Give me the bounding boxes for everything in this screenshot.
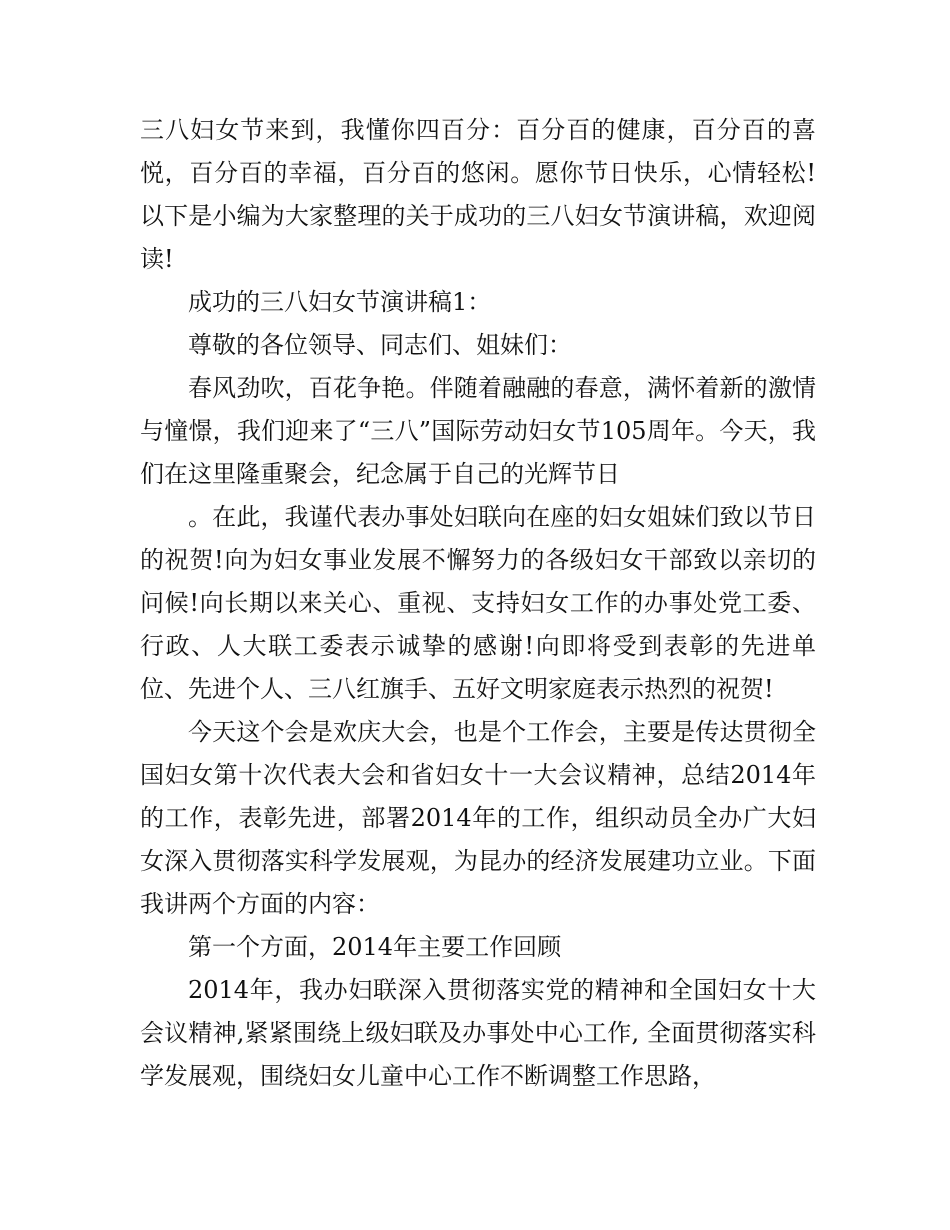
paragraph-section-heading: 第一个方面，2014年主要工作回顾 [188,933,562,961]
paragraph-salutation: 尊敬的各位领导、同志们、姐妹们： [188,331,572,359]
document-body [140,109,816,1098]
paragraph-speech-title: 成功的三八妇女节演讲稿1： [188,288,492,316]
paragraph-intro: 三八妇女节来到，我懂你四百分：百分百的健康，百分百的喜悦，百分百的幸福，百分百的悠闲。愿你节日快乐，心情轻松!以下是小编为大家整理的关于成功的三八妇女节演讲稿，欢迎阅读! [140,116,816,273]
paragraph-greetings: 。在此，我谨代表办事处妇联向在座的妇女姐妹们致以节日的祝贺!向为妇女事业发展不懈努力的各级妇女干部致以亲切的问候!向长期以来关心、重视、支持妇女工作的办事处党工委、行政、人大联工委表示诚挚的感谢!向即将受到表彰的先进单位、先进个人、三八红旗手、五好文明家庭表示热烈的祝贺! [140,503,816,703]
paragraph-work-review: 2014年，我办妇联深入贯彻落实党的精神和全国妇女十大会议精神,紧紧围绕上级妇联及办事处中心工作, 全面贯彻落实科学发展观，围绕妇女儿童中心工作不断调整工作思路， [140,976,816,1090]
paragraph-opening: 春风劲吹，百花争艳。伴随着融融的春意，满怀着新的激情与憧憬，我们迎来了“三八”国际劳动妇女节105周年。今天，我们在这里隆重聚会，纪念属于自己的光辉节日 [140,374,816,488]
paragraph-meeting-purpose: 今天这个会是欢庆大会，也是个工作会，主要是传达贯彻全国妇女第十次代表大会和省妇女十一大会议精神，总结2014年的工作，表彰先进，部署2014年的工作，组织动员全办广大妇女深入贯彻落实科学发展观，为昆办的经济发展建功立业。下面我讲两个方面的内容： [140,718,816,918]
